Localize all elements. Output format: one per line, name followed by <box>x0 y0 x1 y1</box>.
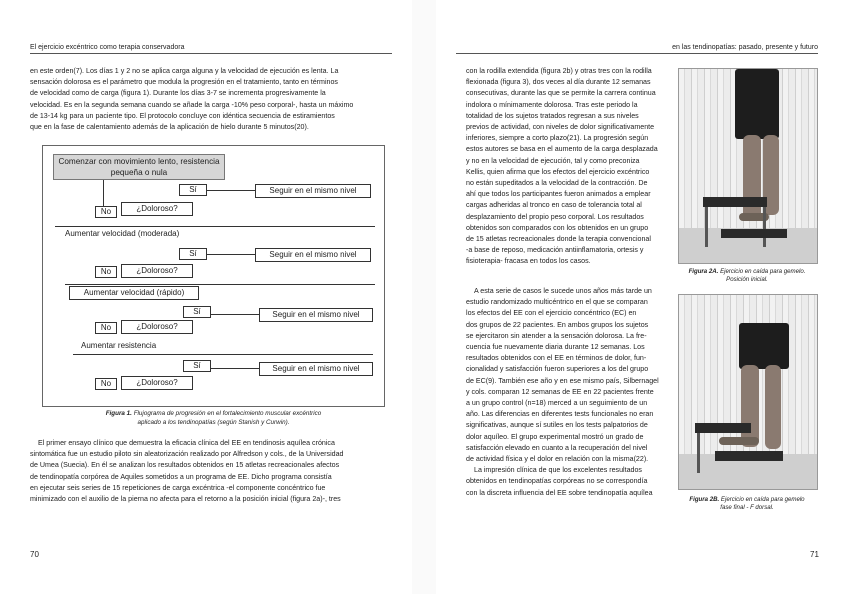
flowchart-painful-box: ¿Doloroso? <box>121 264 193 278</box>
text-line: indolora o mínimamente dolorosa. Tras este periodo la <box>466 100 638 109</box>
photo-step <box>715 451 783 461</box>
text-line: de Umea (Suecia). En él se analizan los resultados obtenidos en 15 atletas recreacionales afectos <box>30 461 340 470</box>
text-line: minimizado con el auxilio de la pierna no afecta para el retorno a la posición inicial (figura 2a)-, tres <box>30 495 341 504</box>
text-line: de velocidad como de carga (figura 1). Durante los días 3-7 se incrementa progresivamente la <box>30 89 326 98</box>
figure-1-text-line2: aplicado a los tendinopatías (según Stanish y Curwin). <box>137 418 290 426</box>
flowchart-speed-moderate-box: Aumentar velocidad (moderada) <box>65 228 203 240</box>
flowchart-connector <box>55 226 375 227</box>
flowchart-painful-box: ¿Doloroso? <box>121 320 193 334</box>
figure-2b-photo <box>678 294 818 490</box>
flowchart-speed-fast-box: Aumentar velocidad (rápido) <box>69 286 199 300</box>
text-line: en este orden(7). Los días 1 y 2 no se aplica carga alguna y la velocidad de ejecución es lenta. La <box>30 67 339 75</box>
figure-2a-photo <box>678 68 818 264</box>
flowchart-connector <box>103 180 104 208</box>
page-number-left: 70 <box>30 550 39 559</box>
text-line: A esta serie de casos le sucede unos años más tarde un <box>474 287 652 295</box>
photo-leg <box>765 365 781 449</box>
text-line: que en la fase de calentamiento además de la aplicación de hielo durante 5 minutos(20). <box>30 123 309 132</box>
text-line: en ejecutar seis series de 15 repeticiones de carga excéntrica -el componente concéntrico fue <box>30 483 326 492</box>
text-line: La impresión clínica de que los excelentes resultados <box>474 466 642 475</box>
text-line: dos grupos de 22 pacientes. En ambos grupos los sujetos <box>466 320 649 329</box>
left-paragraph-1 <box>30 66 392 133</box>
text-line: El primer ensayo clínico que demuestra la eficacia clínica del EE en tendinosis aquílea crónica <box>38 439 335 447</box>
running-head-left: El ejercicio excéntrico como terapia conservadora <box>30 44 185 51</box>
text-line: con la discreta influencia del EE sobre tendinopatía aquílea <box>466 488 653 497</box>
flowchart-no-box: No <box>95 206 117 218</box>
photo-step <box>703 197 767 207</box>
text-line: de tendinopatía corpórea de Aquiles sometidos a un programa de EE. Dicho programa consistía <box>30 472 332 481</box>
flowchart-connector <box>211 314 259 315</box>
figure-1-label: Figura 1. <box>105 410 132 417</box>
left-paragraph-2 <box>30 438 392 505</box>
flowchart-no-box: No <box>95 266 117 278</box>
flowchart-no-box: No <box>95 322 117 334</box>
photo-shorts <box>739 323 789 369</box>
text-line: inferiores, siempre a corto plazo(21). La progresión según <box>466 134 649 143</box>
flowchart-continue-box: Seguir en el mismo nivel <box>259 308 373 322</box>
text-line: a un grupo control (n=18) merced a un seguimiento de un <box>466 399 648 408</box>
flowchart-connector <box>207 254 255 255</box>
text-line: no están supeditados a la velocidad de la contracción. De <box>466 179 648 188</box>
text-line: velocidad. Es en la segunda semana cuando se añade la carga -10% peso corporal-, hasta un máximo <box>30 100 354 109</box>
flowchart-continue-box: Seguir en el mismo nivel <box>259 362 373 376</box>
photo-step <box>695 423 751 433</box>
flowchart-painful-box: ¿Doloroso? <box>121 376 193 390</box>
photo-step-leg <box>705 207 708 247</box>
text-line: cionalidad y satisfacción fueron superiores a los del grupo <box>466 365 649 374</box>
text-line: obtenidos en tendinopatías corpóreas no se correspondía <box>466 477 648 486</box>
text-line: desplazamiento del propio peso corporal. Los resultados <box>466 212 644 221</box>
figure-2a-caption <box>672 268 822 284</box>
text-line: totalidad de los sujetos tratados regresan a sus niveles <box>466 111 639 120</box>
flowchart-start-box: Comenzar con movimiento lento, resistencia pequeña o nula <box>53 154 225 180</box>
text-line: de 15 atletas recreacionales donde la terapia convencional <box>466 235 651 244</box>
text-line: resultados obtenidos con el EE en términos de dolor, fun- <box>466 354 647 363</box>
book-gutter <box>412 0 436 594</box>
text-line: y no en la velocidad de ejecución, tal y como preconiza <box>466 156 640 165</box>
flowchart-connector <box>207 190 255 191</box>
text-line: de EC(9). También ese año y en ese mismo país, Silbernagel <box>466 376 659 385</box>
flowchart-continue-box: Seguir en el mismo nivel <box>255 248 371 262</box>
text-line: de 13-14 kg para un paciente tipo. El protocolo concluye con idéntica secuencia de estiramientos <box>30 111 335 120</box>
flowchart-yes-box: Sí <box>179 184 207 196</box>
running-head-right: en las tendinopatías: pasado, presente y futuro <box>672 44 818 51</box>
text-line: cuencia fue nuevamente diaria durante 12 semanas. Los <box>466 343 645 352</box>
text-line: estos autores se basa en el aumento de la carga desplazada <box>466 145 658 154</box>
text-line: sensación dolorosa es el parámetro que modula la progresión en el tratamiento, tanto en términos <box>30 78 338 87</box>
photo-leg <box>741 365 759 447</box>
figure-2b-text-line2: fase final - F dorsal. <box>720 504 774 511</box>
flowchart-continue-box: Seguir en el mismo nivel <box>255 184 371 198</box>
flowchart-connector <box>65 284 375 285</box>
page-number-right: 71 <box>810 550 819 559</box>
flowchart-painful-box: ¿Doloroso? <box>121 202 193 216</box>
text-line: -a base de reposo, medicación antiinflamatoria, ortesis y <box>466 246 644 255</box>
text-line: se ejercitaron sin atender a la sensación dolorosa. La fre- <box>466 331 647 340</box>
text-line: con la rodilla extendida (figura 2b) y otras tres con la rodilla <box>466 67 652 75</box>
text-line: estudio randomizado multicéntrico en el que se comparan <box>466 298 648 307</box>
text-line: consecutivas, durante las que se permite la carrera continua <box>466 89 656 98</box>
text-line: significativas, aunque sí sutiles en los tests palpatorios de <box>466 421 648 430</box>
text-line: previos de actividad, con niveles de dolor significativamente <box>466 123 655 132</box>
flowchart-resistance-box: Aumentar resistencia <box>81 340 191 352</box>
flowchart-yes-box: Sí <box>183 306 211 318</box>
figure-2b-label: Figura 2B. <box>689 496 720 503</box>
figure-1-caption <box>42 410 385 427</box>
figure-2b-text: Ejercicio en caída para gemelo <box>720 496 805 503</box>
text-line: año. Las diferencias en diferentes tests funcionales no eran <box>466 410 654 419</box>
text-line: sintomática fue un estudio piloto sin aleatorización realizado por Alfredson y cols., de la Universidad <box>30 450 344 459</box>
flowchart-figure <box>42 145 385 407</box>
text-line: los efectos del EE con el ejercicio concéntrico (EC) en <box>466 309 637 318</box>
text-line: Kellis, quien afirma que los efectos del ejercicio excéntrico <box>466 167 650 176</box>
photo-foot <box>719 437 759 445</box>
text-line: ahí que todos los participantes fueron animados a emplear <box>466 190 651 199</box>
flowchart-connector <box>73 354 373 355</box>
text-line: fisioterapia- fracasa en todos los casos. <box>466 257 591 266</box>
flowchart-yes-box: Sí <box>183 360 211 372</box>
text-line: cargas adheridas al tronco en caso de tolerancia total al <box>466 201 642 210</box>
figure-2a-text-line2: Posición inicial. <box>726 276 768 283</box>
photo-step <box>721 229 787 238</box>
head-rule-left <box>30 53 392 54</box>
right-column-paragraph-2 <box>466 286 672 499</box>
photo-step-leg <box>697 433 700 473</box>
figure-2a-label: Figura 2A. <box>688 268 719 275</box>
figure-2a-text: Ejercicio en caída para gemelo. <box>720 268 806 275</box>
text-line: flexionada (figura 3), dos veces al día durante 12 semanas <box>466 78 651 87</box>
flowchart-yes-box: Sí <box>179 248 207 260</box>
photo-step-leg <box>763 207 766 247</box>
text-line: de actividad física y el dolor en relación con la misma(22). <box>466 455 649 464</box>
text-line: dolor aquíleo. El grupo experimental mostró un grado de <box>466 432 644 441</box>
flowchart-no-box: No <box>95 378 117 390</box>
figure-2b-caption <box>672 496 822 512</box>
text-line: satisfacción elevado en cuanto a la recuperación del nivel <box>466 443 648 452</box>
right-column-paragraph-1 <box>466 66 672 268</box>
head-rule-right <box>456 53 818 54</box>
text-line: y cols. comparan 12 semanas de EE en 22 pacientes frente <box>466 387 654 396</box>
text-line: obtenidos son comparados con los obtenidos en un grupo <box>466 223 649 232</box>
figure-1-text: Flujograma de progresión en el fortalecimiento muscular excéntrico <box>133 410 322 417</box>
photo-shorts <box>735 69 779 139</box>
flowchart-connector <box>211 368 259 369</box>
